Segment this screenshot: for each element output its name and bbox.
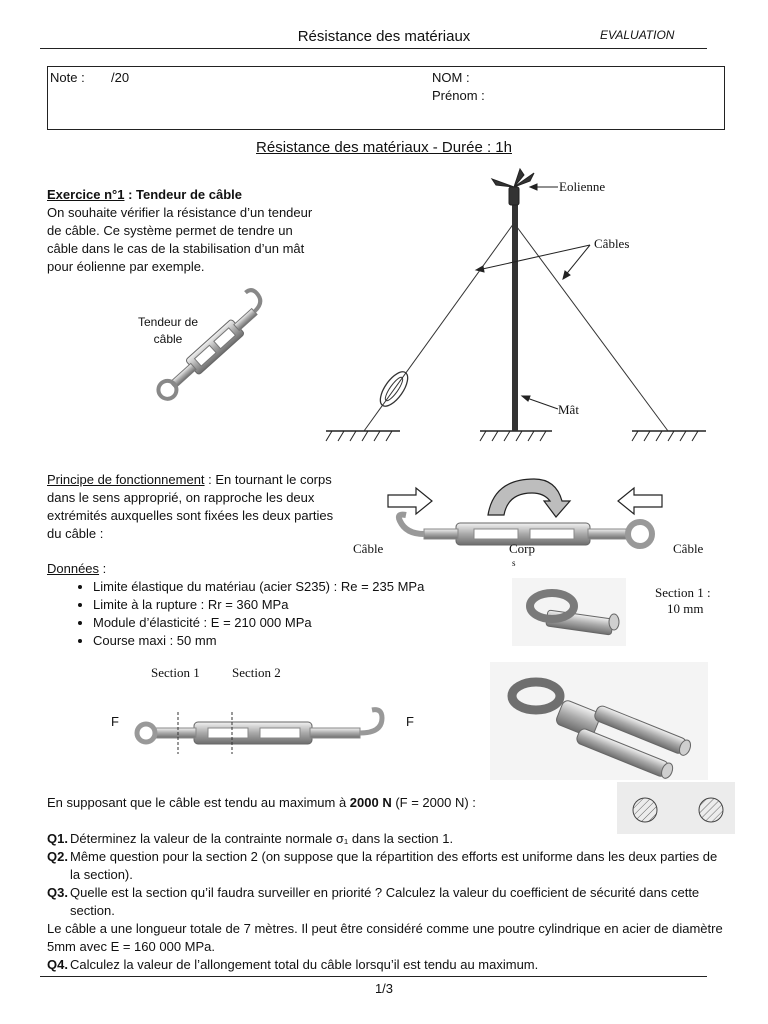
nom-label: NOM : [432,70,470,85]
push-arrow-right-icon [388,488,432,514]
main-title: Résistance des matériaux - Durée : 1h [256,139,512,156]
section1-caption-line2: 10 mm [667,601,704,616]
question-q3 [47,884,727,920]
mast-diagram [320,165,720,450]
footer-rule [40,976,707,977]
question-label: Q2. [47,849,68,864]
hypothesis-force: 2000 N [349,795,392,810]
section2-label: Section 2 [232,665,281,680]
question-label: Q3. [47,885,68,900]
document-header-title: Résistance des matériaux [297,28,471,45]
question-text: Calculez la valeur de l’allongement total du câble lorsqu’il est tendu au maximum. [70,957,539,972]
question-label: Q4. [47,957,68,972]
mast [512,203,518,431]
turnbuckle-horizontal-render [132,706,394,764]
hypothesis-prefix: En supposant que le câble est tendu au maximum à [47,795,350,810]
exercise-title: : Tendeur de câble [124,187,242,202]
principe-text: : En tournant le corps dans le sens approprié, on rapproche les deux extrémités auxquelles sont fixées les deux parties du câble : [47,472,334,541]
page-number: 1/3 [374,981,394,996]
rotation-arrow-icon [488,479,570,517]
section1-label: Section 1 [151,665,200,680]
section2-cross-section [617,782,735,834]
cable-left-label: Câble [353,541,384,556]
donnee-item: • Module d’élasticité : E = 210 000 MPa [93,614,523,632]
question-q2 [47,848,727,884]
donnee-item: • Limite à la rupture : Rr = 360 MPa [93,596,523,614]
section2-fork-render [490,662,708,780]
questions-block [47,830,727,974]
eolienne-label: Eolienne [559,179,606,194]
question-q1 [47,830,727,848]
donnees-list [47,578,523,650]
note-value: /20 [111,70,130,85]
donnees-heading-line [47,560,106,578]
corps-label-wrap: s [512,558,516,568]
student-info-box [47,66,725,130]
wind-turbine [492,169,534,205]
exercise-heading [47,186,242,204]
force-right-label: F [406,714,414,729]
prenom-label: Prénom : [432,88,485,103]
donnees-heading-suffix: : [99,561,107,576]
section1-caption-line1: Section 1 : [655,585,711,600]
hypothesis-line [47,794,476,812]
tendeur-photo [140,285,290,410]
principe-heading: Principe de fonctionnement [47,472,205,487]
tendeur-label-line1: Tendeur de [137,315,199,329]
question-q4 [47,956,727,974]
header-rule [40,48,707,49]
corps-label: Corp [509,541,535,556]
question-text: Même question pour la section 2 (on suppose que la répartition des efforts est uniforme dans les deux parties de la section). [70,849,718,882]
force-left-label: F [111,714,119,729]
push-arrow-left-icon [618,488,662,514]
principe-paragraph [47,471,347,543]
mat-label: Mât [558,402,579,417]
donnees-heading: Données [47,561,100,576]
exercise-intro: On souhaite vérifier la résistance d’un tendeur de câble. Ce système permet de tendre un câble dans le cas de la stabilisation d’un mât pour éolienne par exemple. [47,205,313,274]
donnee-item: • Limite élastique du matériau (acier S235) : Re = 235 MPa [93,578,523,596]
right-cable [514,223,668,431]
evaluation-label: EVALUATION [600,28,675,42]
section1-eyebolt-render [512,578,626,646]
tendeur-label-line2: câble [153,332,183,346]
note-label: Note : [50,70,85,85]
donnee-item: • Course maxi : 50 mm [93,632,523,650]
question-label: Q1. [47,831,68,846]
cable-paragraph: Le câble a une longueur totale de 7 mètres. Il peut être considéré comme une poutre cylindrique en acier de diamètre 5mm avec E = 160 000 MPa. [47,921,723,954]
left-cable [364,223,514,431]
question-text: Quelle est la section qu’il faudra surveiller en priorité ? Calculez la valeur du coefficient de sécurité dans cette section. [70,885,700,918]
exercise-number: Exercice n°1 [47,187,125,202]
section1-caption [655,585,711,617]
cables-label: Câbles [594,236,630,251]
hypothesis-suffix: (F = 2000 N) : [391,795,476,810]
question-text: Déterminez la valeur de la contrainte normale σ₁ dans la section 1. [70,831,454,846]
cable-right-label: Câble [673,541,704,556]
